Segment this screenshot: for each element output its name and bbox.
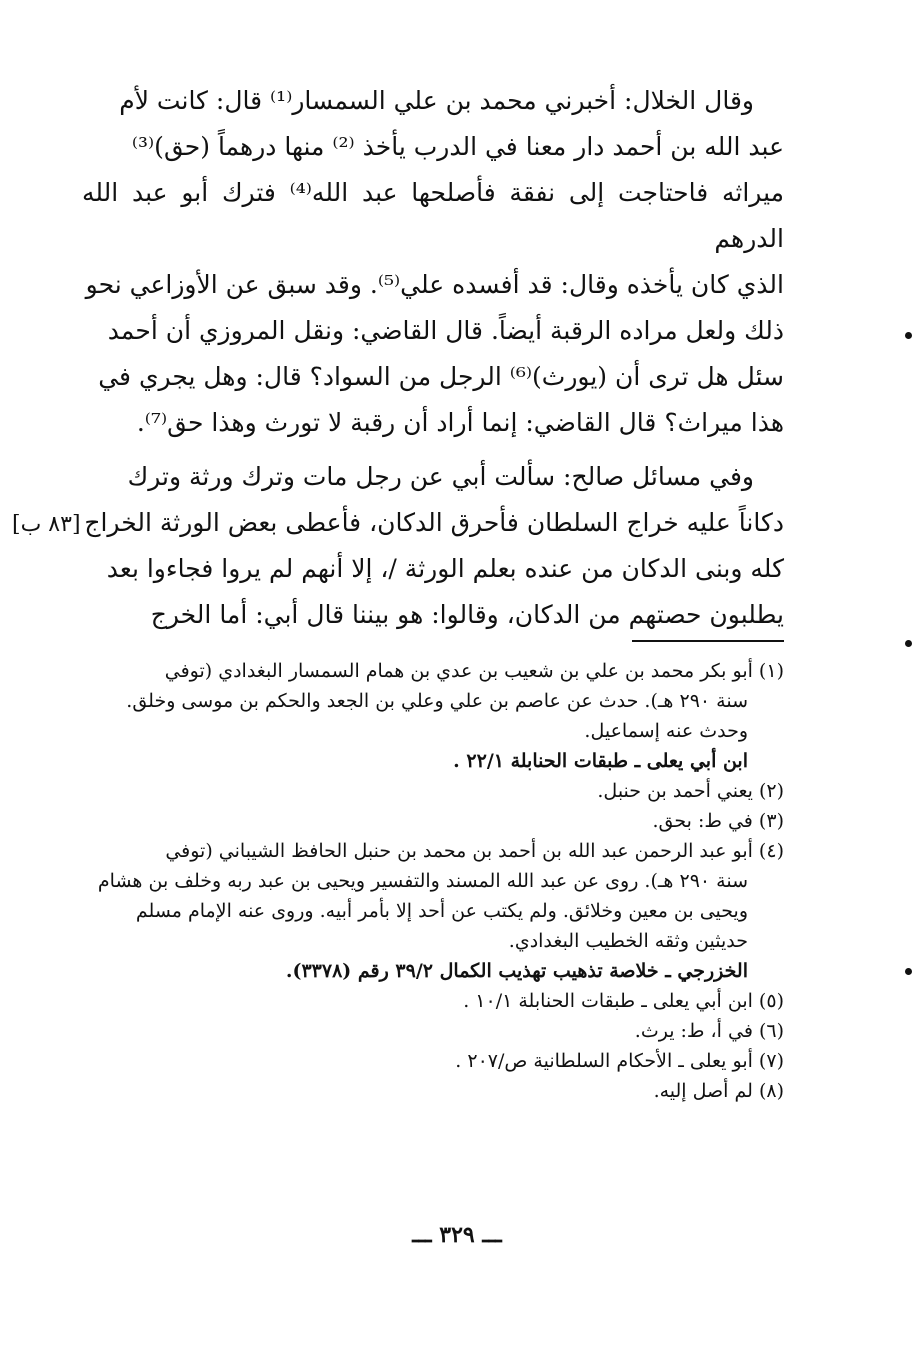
main-line: وقال الخلال: أخبرني محمد بن علي السمسار⁽¹⁾ قال: كانت لأم bbox=[119, 86, 754, 115]
footnote-line: (٣) في ط: بحق. bbox=[652, 810, 784, 832]
footnote-line: (٤) أبو عبد الرحمن عبد الله بن أحمد بن محمد بن حنبل الحافظ الشيباني (توفي bbox=[165, 840, 784, 862]
footnote-line: (٨) لم أصل إليه. bbox=[653, 1080, 784, 1102]
main-text bbox=[82, 78, 784, 638]
main-line: الذي كان يأخذه وقال: قد أفسده علي⁽⁵⁾. وقد سبق عن الأوزاعي نحو bbox=[85, 270, 784, 299]
footnote-line: وحدث عنه إسماعيل. bbox=[584, 720, 748, 742]
margin-mark bbox=[905, 332, 912, 339]
margin-mark bbox=[905, 968, 912, 975]
footnote-line: ويحيى بن معين وخلائق. ولم يكتب عن أحد إلا بأمر أبيه. وروى عنه الإمام مسلم bbox=[135, 900, 748, 922]
main-line: هذا ميراث؟ قال القاضي: إنما أراد أن رقبة لا تورث وهذا حق⁽⁷⁾. bbox=[136, 408, 784, 437]
footnote-source: الخزرجي ـ خلاصة تذهيب تهذيب الكمال ٣٩/٢ رقم (٣٣٧٨). bbox=[285, 960, 748, 982]
footnote-line: (٢) يعني أحمد بن حنبل. bbox=[597, 780, 784, 802]
footnote-line: (٧) أبو يعلى ـ الأحكام السلطانية ص/٢٠٧ . bbox=[455, 1050, 784, 1072]
main-line: يطلبون حصتهم من الدكان، وقالوا: هو بيننا قال أبي: أما الخرج bbox=[150, 600, 784, 629]
page-number: ـــ ٣٢٩ ـــ bbox=[412, 1222, 502, 1248]
footnotes bbox=[82, 656, 784, 1106]
main-line: دكاناً عليه خراج السلطان فأحرق الدكان، فأعطى بعض الورثة الخراج bbox=[84, 508, 784, 537]
footnote-divider bbox=[632, 640, 784, 642]
footnote-line: (١) أبو بكر محمد بن علي بن شعيب بن عدي بن همام السمسار البغدادي (توفي bbox=[164, 660, 784, 682]
footnote-line: (٥) ابن أبي يعلى ـ طبقات الحنابلة ١٠/١ . bbox=[463, 990, 784, 1012]
main-line: ذلك ولعل مراده الرقبة أيضاً. قال القاضي: ونقل المروزي أن أحمد bbox=[107, 316, 784, 345]
footnote-line: سنة ٢٩٠ هـ). روى عن عبد الله المسند والتفسير ويحيى بن عبد ربه وخلف بن هشام bbox=[97, 870, 748, 892]
footnote-line: حديثين وثقه الخطيب البغدادي. bbox=[508, 930, 748, 952]
main-line: عبد الله بن أحمد دار معنا في الدرب يأخذ ⁽²⁾ منها درهماً (حق)⁽³⁾ bbox=[131, 132, 784, 161]
footnote-line: سنة ٢٩٠ هـ). حدث عن عاصم بن علي وعلي بن الجعد والحكم بن موسى وخلق. bbox=[126, 690, 748, 712]
footnote-line: (٦) في أ، ط: يرث. bbox=[634, 1020, 784, 1042]
main-line: ميراثه فاحتاجت إلى نفقة فأصلحها عبد الله⁽⁴⁾ فترك أبو عبد الله الدرهم bbox=[82, 178, 785, 253]
main-line: سئل هل ترى أن (يورث)⁽⁶⁾ الرجل من السواد؟ قال: وهل يجري في bbox=[98, 362, 784, 391]
main-line: كله وبنى الدكان من عنده بعلم الورثة /، إلا أنهم لم يروا فجاءوا بعد bbox=[106, 554, 784, 583]
main-line: وفي مسائل صالح: سألت أبي عن رجل مات وترك ورثة وترك bbox=[127, 462, 754, 491]
footnote-source: ابن أبي يعلى ـ طبقات الحنابلة ٢٢/١ . bbox=[453, 750, 748, 772]
margin-folio-note: [٨٣ ب] bbox=[12, 512, 81, 537]
margin-mark bbox=[905, 640, 912, 647]
